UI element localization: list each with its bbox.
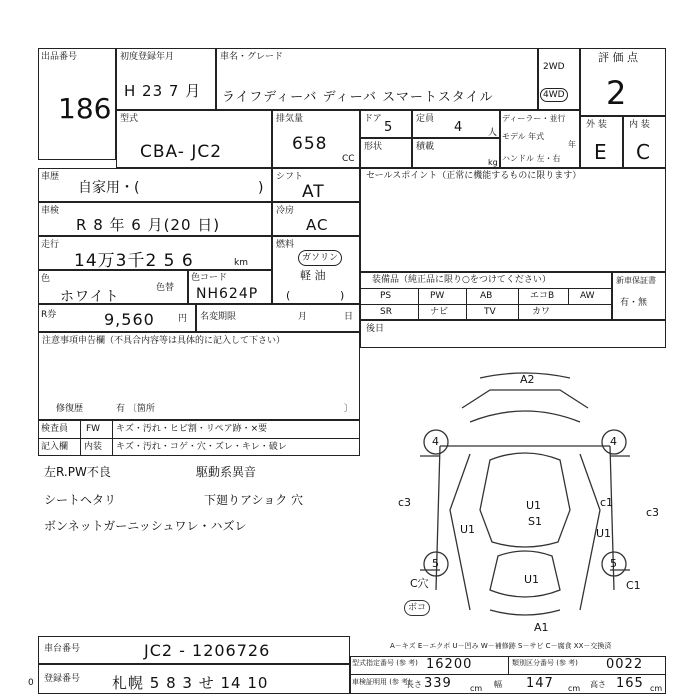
diagram-tire-rl: 5	[432, 557, 439, 570]
diagram-c3-left: c3	[398, 496, 412, 509]
inspection-value: R 8 年 6 月(20 日)	[76, 216, 221, 234]
width-label: 幅	[494, 680, 502, 689]
history-value: 自家用・(	[78, 180, 140, 196]
diagram-c3-right: c3	[646, 506, 660, 519]
lot-number: 186	[58, 92, 112, 125]
equip-eco: エコB	[530, 291, 555, 301]
spec-label: 型式指定番号 (参 考)	[352, 659, 418, 667]
color-code-label: 色コード	[191, 273, 228, 283]
diagram-tire-fl: 4	[432, 435, 439, 448]
width-value: 147	[526, 676, 554, 691]
diagram-damage-note: ボコ	[404, 600, 430, 616]
km-unit: km	[234, 258, 248, 268]
doors-label: ドア	[364, 114, 382, 124]
cc-unit: CC	[342, 154, 355, 164]
equip-tv: TV	[484, 307, 496, 317]
diagram-c1-rear: C1	[626, 579, 641, 592]
displacement-value: 658	[292, 134, 328, 154]
dealer-label: ディーラー・並行	[502, 114, 566, 123]
capacity-label: 定員	[416, 114, 435, 124]
diagram-u1-a: U1	[526, 499, 542, 512]
shift-value: AT	[302, 182, 325, 202]
height-value: 165	[616, 676, 644, 691]
mileage-label: 走行	[41, 240, 60, 250]
inspector-label: 検査員	[41, 424, 69, 434]
drive-2wd: 2WD	[543, 62, 565, 72]
length-value: 339	[424, 676, 452, 691]
equip-sr: SR	[380, 307, 392, 317]
score-label: 評 価 点	[598, 51, 638, 64]
score-value: 2	[606, 74, 627, 112]
name-change-label: 名変期限	[200, 312, 237, 322]
year-unit: 年	[568, 140, 576, 149]
car-name-value: ライフディーバ ディーバ スマートスタイル	[222, 90, 494, 105]
color-label: 色	[41, 274, 51, 284]
length-label: 長さ	[406, 680, 422, 689]
plate-label: 登録番号	[44, 674, 81, 684]
warranty-label: 新車保証書	[616, 276, 656, 285]
history-label: 車歴	[41, 172, 60, 182]
diagram-a1: A1	[534, 621, 549, 634]
diagram-tire-rr: 5	[610, 557, 617, 570]
spec-value: 16200	[426, 657, 473, 672]
lot-label: 出品番号	[41, 52, 78, 62]
exterior-label: 外 装	[586, 120, 607, 130]
yen-unit: 円	[178, 314, 188, 324]
chassis-label: 車台番号	[44, 644, 81, 654]
displacement-label: 排気量	[276, 114, 304, 124]
diagram-s1: S1	[528, 515, 542, 528]
interior-short: 内装	[84, 442, 103, 452]
diagram-c-hole: C穴	[410, 577, 429, 590]
repair-value: 有 〔箇所	[116, 404, 155, 414]
ac-label: 冷房	[276, 206, 295, 216]
shift-label: シフト	[276, 172, 304, 182]
equip-leather: カワ	[532, 307, 551, 317]
diagram-u1-d: U1	[524, 573, 540, 586]
color-value: ホワイト	[60, 289, 120, 305]
note-drive: 駆動系異音	[196, 465, 257, 479]
inspection-label: 車検	[41, 206, 60, 216]
note-bonnet: ボンネットガーニッシュワレ・ハズレ	[44, 519, 247, 533]
recycle-value: 9,560	[104, 310, 155, 329]
corner-zero: 0	[28, 678, 34, 688]
mileage-value: 14万3千2 5 6	[74, 251, 194, 271]
person-unit: 人	[488, 128, 498, 138]
shape-label: 形状	[364, 142, 383, 152]
load-label: 積載	[416, 142, 435, 152]
cert-label: 車検証明用 (参 考)	[352, 678, 411, 686]
diagram-a2: A2	[520, 373, 535, 386]
interior-value: C	[636, 140, 651, 164]
color-code-value: NH624P	[196, 286, 259, 302]
diagram-c1-right: c1	[600, 496, 614, 509]
equip-navi: ナビ	[430, 307, 449, 317]
first-reg-value: H 23 7 月	[124, 82, 202, 100]
car-name-label: 車名・グレード	[220, 52, 284, 62]
fuel-paren-open: (	[286, 289, 291, 302]
interior-label: 内 装	[629, 120, 650, 130]
fuel-label: 燃料	[276, 240, 295, 250]
repair-label: 修復歴	[56, 404, 84, 414]
note-seat: シートヘタリ	[44, 493, 117, 507]
warranty-value: 有・無	[620, 298, 648, 308]
capacity-value: 4	[454, 120, 464, 135]
exterior-value: E	[594, 140, 608, 164]
class-value: 0022	[606, 657, 644, 672]
equip-pw: PW	[430, 291, 445, 301]
fuel-paren-close: )	[340, 289, 345, 302]
height-unit: cm	[650, 684, 663, 693]
repair-close: 〕	[344, 404, 354, 414]
height-label: 高さ	[590, 680, 606, 689]
owner-box	[360, 320, 666, 348]
equipment-label: 装備品（純正品に限り○をつけてください）	[372, 275, 551, 285]
ac-value: AC	[306, 216, 329, 234]
history-close: )	[258, 180, 264, 196]
note-under: 下廻りアショク 穴	[204, 493, 304, 507]
sales-point-box	[360, 168, 666, 272]
entry-label: 記入欄	[41, 442, 69, 452]
inspector-row1: キズ・汚れ・ヒビ割・リペア跡・×要	[116, 424, 268, 434]
inspector-row2: キズ・汚れ・コゲ・穴・ズレ・キレ・破レ	[116, 442, 287, 452]
chassis-value: JC2 - 1206726	[144, 641, 271, 660]
handle-label: ハンドル 左・右	[502, 154, 561, 163]
length-unit: cm	[470, 684, 483, 693]
doors-value: 5	[384, 120, 394, 135]
drive-4wd: 4WD	[540, 88, 568, 102]
kg-unit: kg	[488, 158, 498, 167]
equip-aw: AW	[580, 291, 595, 301]
color-change-label: 色替	[156, 283, 175, 293]
exterior-short: FW	[86, 424, 101, 434]
sales-point-label: セールスポイント（正常に機能するものに限ります）	[366, 171, 582, 181]
model-value: CBA- JC2	[140, 142, 223, 162]
notes-label: 注意事項申告欄（不具合内容等は具体的に記入して下さい）	[42, 336, 286, 346]
day-unit: 日	[344, 312, 354, 322]
equip-ps: PS	[380, 291, 392, 301]
month-unit: 月	[298, 312, 308, 322]
owner-label: 後日	[366, 324, 385, 334]
diagram-u1-c: U1	[596, 527, 612, 540]
note-pw: 左R.PW不良	[44, 465, 111, 479]
model-year-label: モデル 年式	[502, 132, 545, 141]
diagram-u1-b: U1	[460, 523, 476, 536]
width-unit: cm	[568, 684, 581, 693]
plate-value: 札幌 5 8 3 せ 14 10	[112, 674, 269, 692]
history-row	[38, 168, 272, 202]
fuel-light-oil: 軽 油	[300, 269, 326, 282]
recycle-label: R券	[41, 310, 57, 320]
class-label: 類別区分番号 (参 考)	[512, 659, 578, 667]
equip-ab: AB	[480, 291, 493, 301]
diagram-tire-fr: 4	[610, 435, 617, 448]
fuel-gas: ガソリン	[298, 250, 342, 266]
model-label: 型式	[120, 114, 139, 124]
first-reg-label: 初度登録年月	[120, 52, 175, 62]
damage-legend: A－キズ E－エクボ U－凹み W－補修跡 S－サビ C－腐食 XX－交換済	[390, 642, 612, 650]
